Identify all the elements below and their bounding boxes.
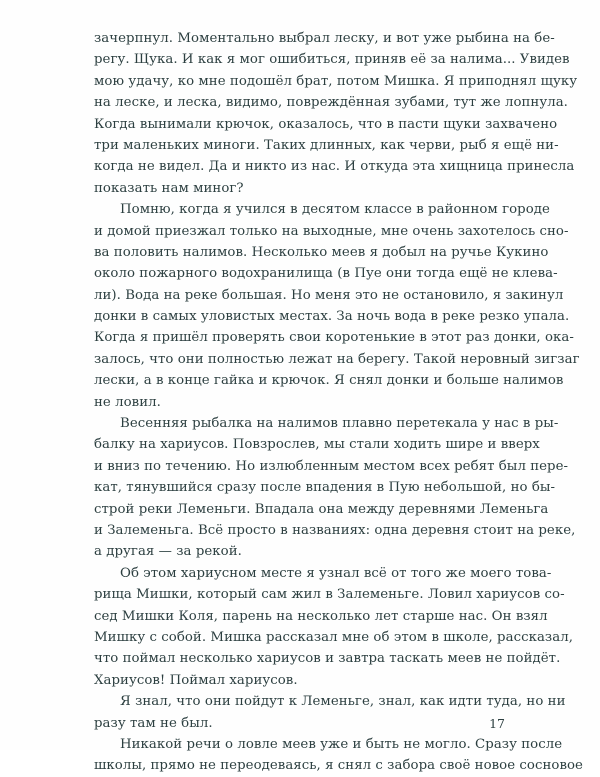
text-line: и домой приезжал только на выходные, мне очень захотелось сно- (94, 223, 569, 239)
text-line: около пожарного водохранилища (в Пуе они тогда ещё не клева- (94, 266, 558, 282)
text-line: Когда я пришёл проверять свои коротенькие в этот раз донки, ока- (94, 330, 574, 346)
text-line: сед Мишки Коля, парень на несколько лет старше нас. Он взял (94, 608, 548, 624)
text-line: что поймал несколько хариусов и завтра таскать меев не пойдёт. (94, 651, 561, 667)
text-line: балку на хариусов. Повзрослев, мы стали ходить шире и вверх (94, 437, 540, 453)
text-line: Об этом хариусном месте я узнал всё от того же моего това- (120, 565, 552, 581)
text-line: Весенняя рыбалка на налимов плавно перетекала у нас в ры- (120, 416, 559, 432)
text-line: Никакой речи о ловле меев уже и быть не могло. Сразу после (120, 736, 563, 752)
body-text (94, 28, 583, 777)
text-line: Помню, когда я учился в десятом классе в районном городе (120, 202, 550, 218)
text-line: строй реки Леменьги. Впадала она между деревнями Леменьга (94, 501, 549, 517)
text-line: кат, тянувшийся сразу после впадения в Пую небольшой, но бы- (94, 480, 556, 496)
text-line: лески, а в конце гайка и крючок. Я снял донки и больше налимов (94, 373, 564, 389)
text-line: регу. Щука. И как я мог ошибиться, приняв её за налима... Увидев (94, 52, 570, 68)
text-line: три маленьких миноги. Таких длинных, как черви, рыб я ещё ни- (94, 137, 559, 153)
page-number: 17 (489, 716, 505, 731)
text-line: мою удачу, ко мне подошёл брат, потом Мишка. Я приподнял щуку (94, 73, 578, 89)
text-line: разу там не был. (94, 715, 213, 731)
text-line: донки в самых уловистых местах. За ночь вода в реке резко упала. (94, 309, 570, 325)
text-line: ли). Вода на реке большая. Но меня это не остановило, я закинул (94, 287, 564, 303)
text-line: на леске, и леска, видимо, повреждённая зубами, тут же лопнула. (94, 95, 568, 111)
text-line: а другая — за рекой. (94, 544, 242, 560)
text-line: и вниз по течению. Но излюбленным местом всех ребят был пере- (94, 458, 569, 474)
text-line: рища Мишки, который сам жил в Залеменьге. Ловил хариусов со- (94, 587, 565, 603)
text-line: школы, прямо не переодеваясь, я снял с забора своё новое сосновое (94, 758, 583, 774)
text-line: показать нам миног? (94, 180, 244, 196)
text-line: Мишку с собой. Мишка рассказал мне об этом в школе, рассказал, (94, 629, 573, 645)
text-line: и Залеменьга. Всё просто в названиях: одна деревня стоит на реке, (94, 522, 576, 538)
text-line: когда не видел. Да и никто из нас. И откуда эта хищница принесла (94, 159, 575, 175)
text-line: Когда вынимали крючок, оказалось, что в пасти щуки захвачено (94, 116, 558, 132)
text-line: ва половить налимов. Несколько меев я добыл на ручье Кукино (94, 244, 549, 260)
text-line: не ловил. (94, 394, 161, 410)
text-line: Я знал, что они пойдут к Леменьге, знал, как идти туда, но ни (120, 694, 566, 710)
text-line: зачерпнул. Моментально выбрал леску, и вот уже рыбина на бе- (94, 31, 555, 46)
text-line: Хариусов! Поймал хариусов. (94, 672, 298, 688)
text-line: залось, что они полностью лежат на берегу. Такой неровный зигзаг (94, 351, 580, 367)
